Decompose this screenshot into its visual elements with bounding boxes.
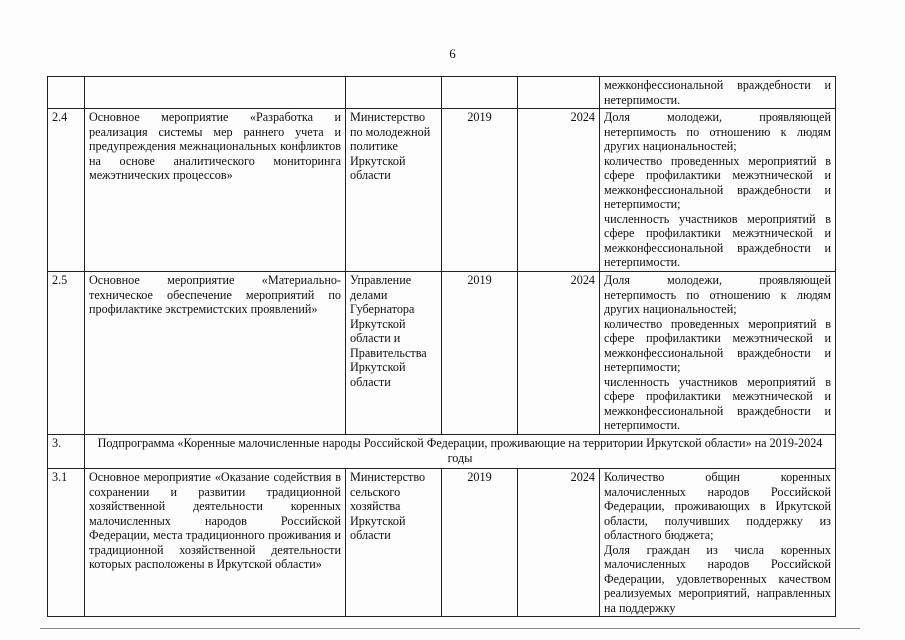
end-year-cell: 2024 (518, 272, 600, 435)
indicator-item: Доля молодежи, проявляющей нетерпимость по отношению к людям других национальностей; (604, 110, 831, 153)
executor-cell: Министерство по молодежной политике Иркутской области (346, 109, 442, 272)
event-cell (85, 77, 346, 109)
scan-edge-line (40, 628, 860, 629)
start-year-cell (442, 77, 518, 109)
table-row (48, 109, 836, 272)
table-row (48, 272, 836, 435)
row-number: 3.1 (48, 469, 85, 617)
end-year-cell: 2024 (518, 109, 600, 272)
indicator-item: количество проведенных мероприятий в сфере профилактики межэтнической и межконфессиональной враждебности и нетерпимости; (604, 153, 831, 211)
start-year-cell: 2019 (442, 469, 518, 617)
indicator-item: Количество общин коренных малочисленных народов Российской Федерации, проживающих в Иркутской области, получивших поддержку из областного бюджета; (604, 470, 831, 542)
indicator-item: Доля молодежи, проявляющей нетерпимость по отношению к людям других национальностей; (604, 273, 831, 316)
indicators-cell (600, 109, 836, 272)
start-year-cell: 2019 (442, 109, 518, 272)
row-number: 2.5 (48, 272, 85, 435)
event-cell: Основное мероприятие «Разработка и реализация системы мер раннего учета и предупреждения межнациональных конфликтов на основе аналитического мониторинга межэтнических процессов» (85, 109, 346, 272)
indicators-cell (600, 469, 836, 617)
end-year-cell (518, 77, 600, 109)
start-year-cell: 2019 (442, 272, 518, 435)
executor-cell: Министерство сельского хозяйства Иркутской области (346, 469, 442, 617)
row-number: 2.4 (48, 109, 85, 272)
executor-cell: Управление делами Губернатора Иркутской области и Правительства Иркутской области (346, 272, 442, 435)
continuation-row (48, 77, 836, 109)
subprogram-row (48, 435, 836, 469)
executor-cell (346, 77, 442, 109)
indicator-item: численность участников мероприятий в сфере профилактики межэтнической и межконфессиональной враждебности и нетерпимости. (604, 211, 831, 269)
event-cell: Основное мероприятие «Материально-техническое обеспечение мероприятий по профилактике экстремистских проявлений» (85, 272, 346, 435)
indicators-cell (600, 272, 836, 435)
event-cell: Основное мероприятие «Оказание содействия в сохранении и развитии традиционной хозяйственной деятельности коренных малочисленных народов Российской Федерации, места традиционного проживания и традиционной хозяйственной деятельности которых расположены в Иркутской области» (85, 469, 346, 617)
end-year-cell: 2024 (518, 469, 600, 617)
subprogram-title-cell (85, 435, 836, 469)
num-cell (48, 77, 85, 109)
indicators-cell: межконфессиональной враждебности и нетерпимости. (600, 77, 836, 109)
subprogram-title: Подпрограмма «Коренные малочисленные народы Российской Федерации, проживающие на территории Иркутской области» на 2019-2024 годы (97, 436, 823, 465)
table-row (48, 469, 836, 617)
indicator-item: численность участников мероприятий в сфере профилактики межэтнической и межконфессиональной враждебности и нетерпимости. (604, 374, 831, 432)
program-table (47, 76, 836, 617)
row-number: 3. (48, 435, 85, 469)
indicator-item: количество проведенных мероприятий в сфере профилактики межэтнической и межконфессиональной враждебности и нетерпимости; (604, 316, 831, 374)
indicator-item: Доля граждан из числа коренных малочисленных народов Российской Федерации, удовлетворенных качеством реализуемых мероприятий, направленных на поддержку (604, 542, 831, 615)
page-number: 6 (449, 46, 456, 61)
